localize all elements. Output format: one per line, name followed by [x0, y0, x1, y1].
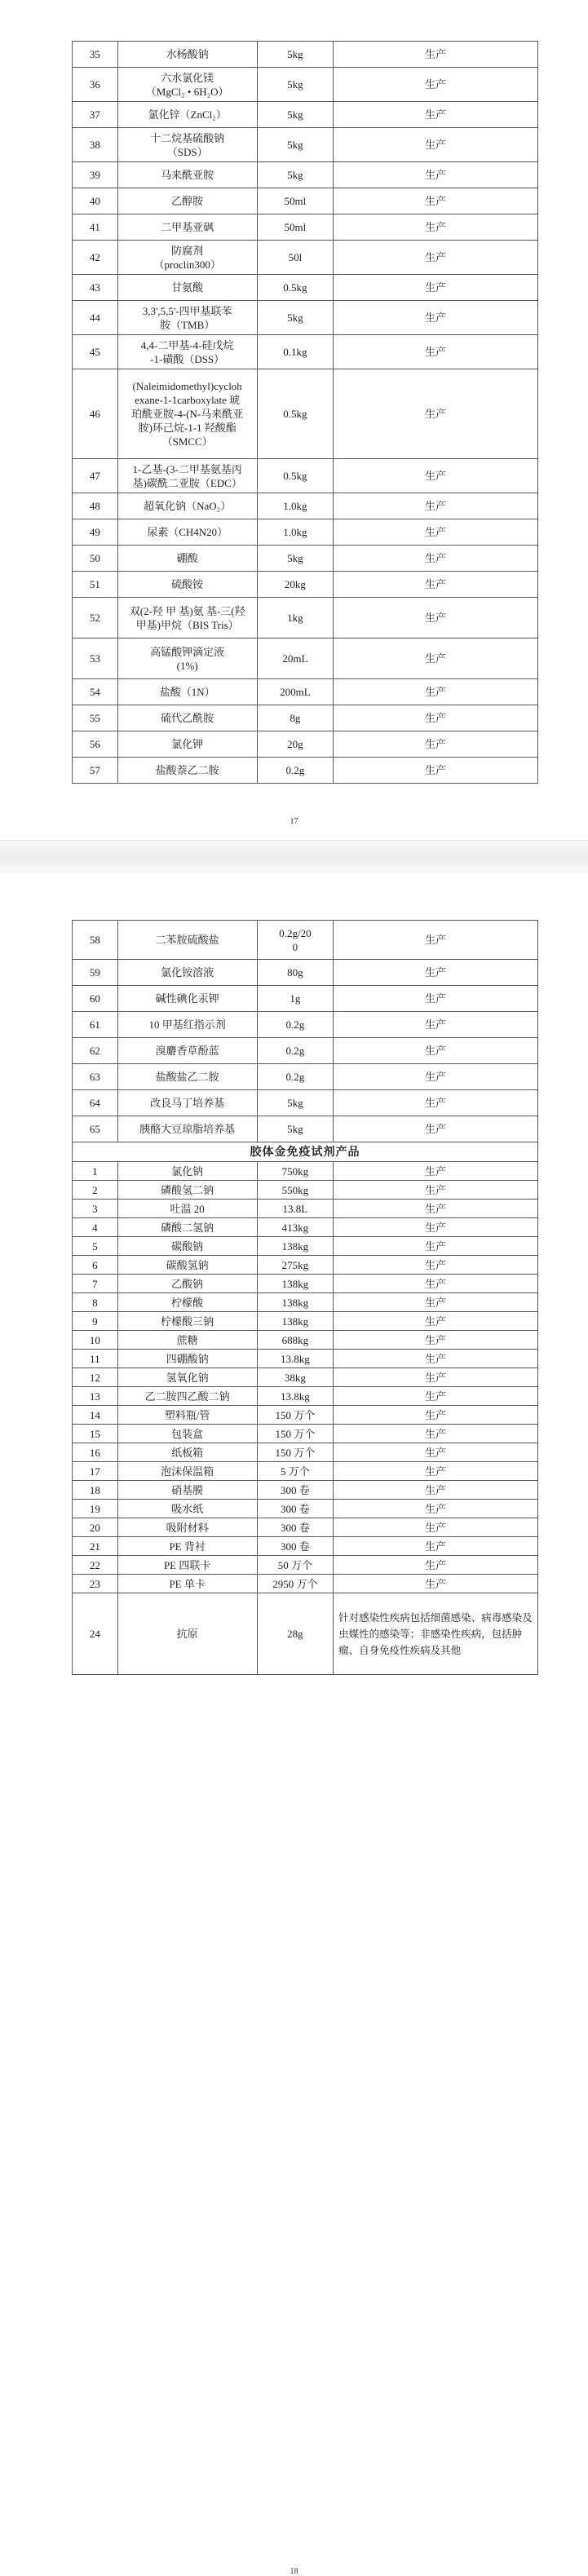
table-row [73, 459, 538, 493]
quantity: 138kg [257, 1293, 333, 1312]
row-number: 56 [73, 731, 118, 758]
usage: 生产 [334, 369, 538, 459]
table-row [73, 1237, 538, 1256]
material-name: 塑料瓶/管 [117, 1406, 257, 1425]
usage: 生产 [334, 102, 538, 128]
quantity: 688kg [257, 1331, 333, 1350]
table-row [73, 1116, 538, 1142]
material-name: 盐酸萘乙二胺 [117, 758, 257, 784]
table-row [73, 1556, 538, 1575]
row-number: 46 [73, 369, 118, 459]
material-name: 10 甲基红指示剂 [117, 1012, 257, 1038]
material-name: 柠檬酸 [117, 1293, 257, 1312]
quantity: 13.8kg [257, 1350, 333, 1368]
row-number: 7 [73, 1275, 118, 1293]
section-title: 胶体金免疫试剂产品 [73, 1142, 538, 1162]
row-number: 54 [73, 679, 118, 705]
usage: 生产 [334, 335, 538, 369]
table-row [73, 1387, 538, 1406]
usage: 生产 [334, 1293, 538, 1312]
quantity: 20g [257, 731, 333, 758]
usage: 生产 [334, 1256, 538, 1275]
row-number: 10 [73, 1331, 118, 1350]
row-number: 45 [73, 335, 118, 369]
quantity: 5kg [257, 102, 333, 128]
table-row [73, 1162, 538, 1181]
usage: 生产 [334, 241, 538, 275]
usage: 生产 [334, 214, 538, 241]
row-number: 47 [73, 459, 118, 493]
material-name: 十二烷基硫酸钠 （SDS） [117, 128, 257, 162]
quantity: 20kg [257, 572, 333, 598]
material-name: 乙二胺四乙酸二钠 [117, 1387, 257, 1406]
row-number: 39 [73, 162, 118, 188]
usage: 生产 [334, 1425, 538, 1443]
usage: 生产 [334, 731, 538, 758]
usage: 生产 [334, 1537, 538, 1556]
usage: 生产 [334, 301, 538, 335]
material-name: 抗原 [117, 1593, 257, 1675]
usage: 生产 [334, 1064, 538, 1090]
material-name: 3,3',5,5'-四甲基联苯 胺（TMB） [117, 301, 257, 335]
usage: 生产 [334, 519, 538, 546]
row-number: 57 [73, 758, 118, 784]
material-name: 硝基膜 [117, 1481, 257, 1500]
usage: 生产 [334, 493, 538, 519]
page-number: 18 [290, 2567, 298, 2576]
table-row [73, 1575, 538, 1593]
row-number: 37 [73, 102, 118, 128]
usage: 生产 [334, 1312, 538, 1331]
page-separator [0, 840, 588, 874]
usage: 生产 [334, 758, 538, 784]
table-row [73, 188, 538, 214]
row-number: 11 [73, 1350, 118, 1368]
material-name: PE 四联卡 [117, 1556, 257, 1575]
usage: 生产 [334, 42, 538, 68]
table-row [73, 1425, 538, 1443]
row-number: 59 [73, 960, 118, 986]
table-row [73, 960, 538, 986]
quantity: 50l [257, 241, 333, 275]
row-number: 35 [73, 42, 118, 68]
usage: 针对感染性疾病包括细菌感染、病毒感染及虫媒性的感染等；非感染性疾病，包括肿瘤、自身免疫性疾病及其他 [334, 1593, 538, 1675]
usage: 生产 [334, 1406, 538, 1425]
material-name: 硫代乙酰胺 [117, 705, 257, 731]
usage: 生产 [334, 1181, 538, 1200]
row-number: 51 [73, 572, 118, 598]
quantity: 138kg [257, 1275, 333, 1293]
material-name: 二苯胺硫酸盐 [117, 921, 257, 960]
quantity: 138kg [257, 1312, 333, 1331]
material-name: 碱性碘化汞钾 [117, 986, 257, 1012]
material-name: 氯化锌（ZnCl₂） [117, 102, 257, 128]
row-number: 49 [73, 519, 118, 546]
quantity: 1.0kg [257, 519, 333, 546]
usage: 生产 [334, 68, 538, 102]
material-name: 磷酸氢二钠 [117, 1181, 257, 1200]
usage: 生产 [334, 1275, 538, 1293]
table-row [73, 921, 538, 960]
material-name: 高锰酸钾滴定液 (1%) [117, 638, 257, 679]
usage: 生产 [334, 1368, 538, 1387]
material-name: 防腐剂 （proclin300） [117, 241, 257, 275]
quantity: 5kg [257, 68, 333, 102]
quantity: 1kg [257, 598, 333, 638]
usage: 生产 [334, 960, 538, 986]
quantity: 0.2g [257, 1038, 333, 1064]
row-number: 48 [73, 493, 118, 519]
quantity: 1.0kg [257, 493, 333, 519]
row-number: 53 [73, 638, 118, 679]
usage: 生产 [334, 1556, 538, 1575]
usage: 生产 [334, 128, 538, 162]
usage: 生产 [334, 1200, 538, 1218]
material-name: 六水氯化镁 （MgCl₂ • 6H₂O） [117, 68, 257, 102]
table-row [73, 1406, 538, 1425]
usage: 生产 [334, 1038, 538, 1064]
row-number: 38 [73, 128, 118, 162]
row-number: 5 [73, 1237, 118, 1256]
material-name: 硼酸 [117, 546, 257, 572]
quantity: 0.2g [257, 1064, 333, 1090]
table-row [73, 1537, 538, 1556]
row-number: 58 [73, 921, 118, 960]
row-number: 65 [73, 1116, 118, 1142]
row-number: 3 [73, 1200, 118, 1218]
row-number: 16 [73, 1443, 118, 1462]
usage: 生产 [334, 1090, 538, 1116]
usage: 生产 [334, 921, 538, 960]
row-number: 4 [73, 1218, 118, 1237]
section-header-row [73, 1142, 538, 1162]
quantity: 150 万个 [257, 1443, 333, 1462]
usage: 生产 [334, 162, 538, 188]
table-row [73, 275, 538, 301]
material-name: 泡沫保温箱 [117, 1462, 257, 1481]
material-name: 氢氧化钠 [117, 1368, 257, 1387]
table-row [73, 369, 538, 459]
material-name: 甘氨酸 [117, 275, 257, 301]
table-row [73, 214, 538, 241]
quantity: 0.5kg [257, 275, 333, 301]
material-name: 吐温 20 [117, 1200, 257, 1218]
usage: 生产 [334, 1500, 538, 1518]
row-number: 24 [73, 1593, 118, 1675]
quantity: 413kg [257, 1218, 333, 1237]
usage: 生产 [334, 459, 538, 493]
material-name: 盐酸（1N） [117, 679, 257, 705]
row-number: 40 [73, 188, 118, 214]
quantity: 0.5kg [257, 369, 333, 459]
quantity: 38kg [257, 1368, 333, 1387]
quantity: 8g [257, 705, 333, 731]
usage: 生产 [334, 546, 538, 572]
usage: 生产 [334, 275, 538, 301]
material-name: 尿素（CH4N20） [117, 519, 257, 546]
material-name: 水杨酸钠 [117, 42, 257, 68]
material-name: 改良马丁培养基 [117, 1090, 257, 1116]
material-name: 四硼酸钠 [117, 1350, 257, 1368]
row-number: 20 [73, 1518, 118, 1537]
table-row [73, 1518, 538, 1537]
material-name: 碳酸氢钠 [117, 1256, 257, 1275]
material-name: 纸板箱 [117, 1443, 257, 1462]
row-number: 44 [73, 301, 118, 335]
row-number: 23 [73, 1575, 118, 1593]
row-number: 62 [73, 1038, 118, 1064]
material-name: PE 单卡 [117, 1575, 257, 1593]
quantity: 300 卷 [257, 1518, 333, 1537]
table-row [73, 128, 538, 162]
table-row [73, 986, 538, 1012]
material-name: 磷酸二氢钠 [117, 1218, 257, 1237]
table-row [73, 572, 538, 598]
usage: 生产 [334, 1012, 538, 1038]
usage: 生产 [334, 572, 538, 598]
row-number: 63 [73, 1064, 118, 1090]
table-row [73, 519, 538, 546]
usage: 生产 [334, 1350, 538, 1368]
quantity: 0.2g [257, 758, 333, 784]
row-number: 43 [73, 275, 118, 301]
materials-table-page-17 [72, 41, 538, 784]
usage: 生产 [334, 188, 538, 214]
table-row [73, 1293, 538, 1312]
table-row [73, 1064, 538, 1090]
table-row [73, 1200, 538, 1218]
usage: 生产 [334, 1237, 538, 1256]
material-name: 蔗糖 [117, 1331, 257, 1350]
material-name: 柠檬酸三钠 [117, 1312, 257, 1331]
quantity: 5 万个 [257, 1462, 333, 1481]
usage: 生产 [334, 679, 538, 705]
table-row [73, 68, 538, 102]
row-number: 14 [73, 1406, 118, 1425]
table-row [73, 301, 538, 335]
materials-table-page-18 [72, 920, 538, 1675]
quantity: 5kg [257, 128, 333, 162]
table-row [73, 1312, 538, 1331]
usage: 生产 [334, 705, 538, 731]
quantity: 750kg [257, 1162, 333, 1181]
row-number: 22 [73, 1556, 118, 1575]
row-number: 60 [73, 986, 118, 1012]
quantity: 20mL [257, 638, 333, 679]
row-number: 18 [73, 1481, 118, 1500]
table-row [73, 1038, 538, 1064]
quantity: 138kg [257, 1237, 333, 1256]
quantity: 2950 万个 [257, 1575, 333, 1593]
table-row [73, 335, 538, 369]
quantity: 13.8L [257, 1200, 333, 1218]
quantity: 50ml [257, 188, 333, 214]
row-number: 13 [73, 1387, 118, 1406]
quantity: 0.2g [257, 1012, 333, 1038]
row-number: 61 [73, 1012, 118, 1038]
table-row [73, 102, 538, 128]
table-row [73, 1443, 538, 1462]
table-row [73, 1481, 538, 1500]
usage: 生产 [334, 1575, 538, 1593]
table-row [73, 1090, 538, 1116]
material-name: 二甲基亚砜 [117, 214, 257, 241]
row-number: 17 [73, 1462, 118, 1481]
usage: 生产 [334, 1218, 538, 1237]
table-row [73, 1593, 538, 1675]
usage: 生产 [334, 1462, 538, 1481]
quantity: 50 万个 [257, 1556, 333, 1575]
page-number: 17 [290, 817, 298, 826]
quantity: 300 卷 [257, 1500, 333, 1518]
table-row [73, 705, 538, 731]
usage: 生产 [334, 986, 538, 1012]
row-number: 64 [73, 1090, 118, 1116]
table-row [73, 1012, 538, 1038]
quantity: 13.8kg [257, 1387, 333, 1406]
row-number: 36 [73, 68, 118, 102]
row-number: 19 [73, 1500, 118, 1518]
table-row [73, 493, 538, 519]
row-number: 55 [73, 705, 118, 731]
usage: 生产 [334, 1331, 538, 1350]
quantity: 5kg [257, 546, 333, 572]
material-name: 盐酸盐乙二胺 [117, 1064, 257, 1090]
table-row [73, 731, 538, 758]
material-name: 4,4-二甲基-4-硅戊烷 -1-磺酸（DSS） [117, 335, 257, 369]
quantity: 275kg [257, 1256, 333, 1275]
quantity: 150 万个 [257, 1406, 333, 1425]
material-name: 氯化钠 [117, 1162, 257, 1181]
material-name: 吸附材料 [117, 1518, 257, 1537]
table-row [73, 1181, 538, 1200]
row-number: 6 [73, 1256, 118, 1275]
document-page-18 [0, 873, 588, 2576]
row-number: 1 [73, 1162, 118, 1181]
quantity: 200mL [257, 679, 333, 705]
quantity: 0.1kg [257, 335, 333, 369]
usage: 生产 [334, 1518, 538, 1537]
usage: 生产 [334, 638, 538, 679]
row-number: 15 [73, 1425, 118, 1443]
quantity: 5kg [257, 1090, 333, 1116]
material-name: 溴麝香草酚蓝 [117, 1038, 257, 1064]
quantity: 550kg [257, 1181, 333, 1200]
table-row [73, 42, 538, 68]
material-name: 吸水纸 [117, 1500, 257, 1518]
table-row [73, 1500, 538, 1518]
row-number: 41 [73, 214, 118, 241]
table-row [73, 1462, 538, 1481]
material-name: 胰酪大豆琼脂培养基 [117, 1116, 257, 1142]
quantity: 150 万个 [257, 1425, 333, 1443]
quantity: 300 卷 [257, 1481, 333, 1500]
table-row [73, 679, 538, 705]
table-row [73, 1331, 538, 1350]
usage: 生产 [334, 1387, 538, 1406]
row-number: 50 [73, 546, 118, 572]
quantity: 50ml [257, 214, 333, 241]
material-name: 超氧化钠（NaO₂） [117, 493, 257, 519]
material-name: PE 背衬 [117, 1537, 257, 1556]
quantity: 5kg [257, 162, 333, 188]
document-page-17 [0, 0, 588, 840]
material-name: 氯化铵溶液 [117, 960, 257, 986]
usage: 生产 [334, 1162, 538, 1181]
material-name: 包装盒 [117, 1425, 257, 1443]
quantity: 0.5kg [257, 459, 333, 493]
quantity: 0.2g/20 0 [257, 921, 333, 960]
quantity: 80g [257, 960, 333, 986]
table-row [73, 162, 538, 188]
row-number: 52 [73, 598, 118, 638]
table-row [73, 1275, 538, 1293]
quantity: 300 卷 [257, 1537, 333, 1556]
quantity: 5kg [257, 301, 333, 335]
quantity: 1g [257, 986, 333, 1012]
material-name: 碳酸钠 [117, 1237, 257, 1256]
quantity: 5kg [257, 42, 333, 68]
usage: 生产 [334, 1481, 538, 1500]
table-row [73, 546, 538, 572]
material-name: 乙酸钠 [117, 1275, 257, 1293]
table-row [73, 638, 538, 679]
table-row [73, 598, 538, 638]
row-number: 2 [73, 1181, 118, 1200]
usage: 生产 [334, 1443, 538, 1462]
table-row [73, 1256, 538, 1275]
material-name: 氯化钾 [117, 731, 257, 758]
usage: 生产 [334, 598, 538, 638]
material-name: 马来酰亚胺 [117, 162, 257, 188]
row-number: 9 [73, 1312, 118, 1331]
table-row [73, 1350, 538, 1368]
quantity: 5kg [257, 1116, 333, 1142]
table-row [73, 758, 538, 784]
table-row [73, 1218, 538, 1237]
material-name: 双(2-羟 甲 基)氨 基-三(羟 甲基)甲烷（BIS Tris） [117, 598, 257, 638]
quantity: 28g [257, 1593, 333, 1675]
material-name: 乙醇胺 [117, 188, 257, 214]
row-number: 42 [73, 241, 118, 275]
row-number: 12 [73, 1368, 118, 1387]
material-name: (Naleimidomethyl)cycloh exane-1-1carboxylate 琥 珀酰亚胺-4-(N-马来酰亚 胺)环己烷-1-1 羟酸酯 （SMCC） [117, 369, 257, 459]
material-name: 1-乙基-(3-二甲基氨基丙 基)碳酰二亚胺（EDC） [117, 459, 257, 493]
table-row [73, 241, 538, 275]
usage: 生产 [334, 1116, 538, 1142]
table-row [73, 1368, 538, 1387]
material-name: 硫酸铵 [117, 572, 257, 598]
row-number: 8 [73, 1293, 118, 1312]
row-number: 21 [73, 1537, 118, 1556]
